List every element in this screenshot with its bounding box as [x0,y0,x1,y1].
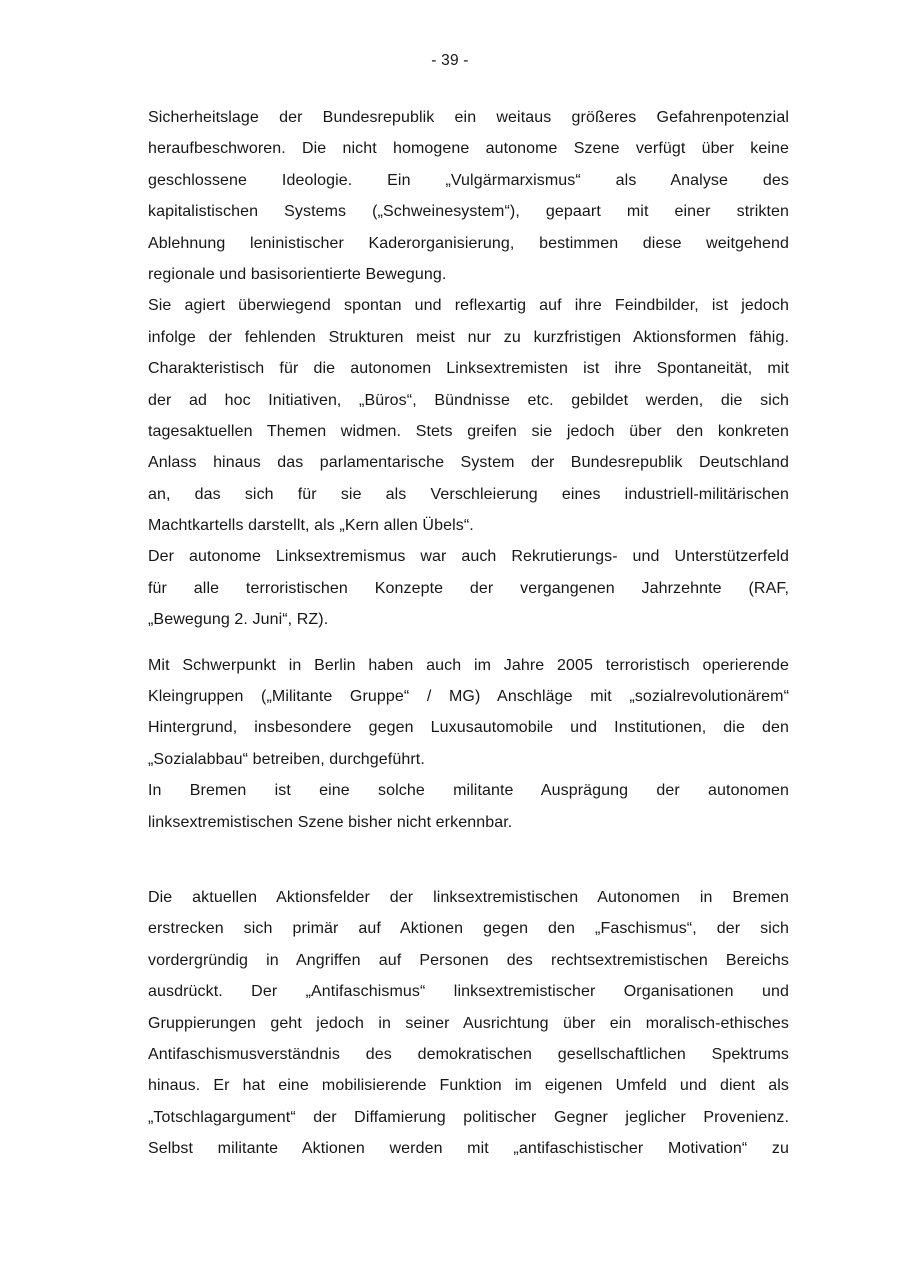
text-line: regionale und basisorientierte Bewegung. [148,265,447,283]
page-body-text [148,102,789,1165]
text-line: für alle terroristischen Konzepte der vergangenen Jahrzehnte (RAF, [148,579,789,597]
text-line: „Sozialabbau“ betreiben, durchgeführt. [148,750,425,768]
text-line: an, das sich für sie als Verschleierung eines industriell-militärischen [148,485,789,503]
page-number: - 39 - [431,52,469,69]
text-line: vordergründig in Angriffen auf Personen des rechtsextremistischen Bereichs [148,951,789,969]
text-line: Der autonome Linksextremismus war auch Rekrutierungs- und Unterstützerfeld [148,548,789,566]
text-line: Antifaschismusverständnis des demokratischen gesellschaftlichen Spektrums [148,1045,789,1063]
text-line: Sicherheitslage der Bundesrepublik ein weitaus größeres Gefahrenpotenzial [148,109,789,126]
text-line: infolge der fehlenden Strukturen meist nur zu kurzfristigen Aktionsformen fähig. [148,328,789,346]
paragraph [148,290,789,541]
text-line: Sie agiert überwiegend spontan und reflexartig auf ihre Feindbilder, ist jedoch [148,297,789,315]
text-line: geschlossene Ideologie. Ein „Vulgärmarxismus“ als Analyse des [148,171,789,189]
text-line: In Bremen ist eine solche militante Ausprägung der autonomen [148,782,789,800]
paragraph [148,882,789,1165]
text-line: Mit Schwerpunkt in Berlin haben auch im Jahre 2005 terroristisch operierende [148,656,789,674]
text-line: erstrecken sich primär auf Aktionen gegen den „Faschismus“, der sich [148,920,789,938]
text-line: Die aktuellen Aktionsfelder der linksextremistischen Autonomen in Bremen [148,888,789,906]
paragraph [148,650,789,776]
text-line: der ad hoc Initiativen, „Büros“, Bündnisse etc. gebildet werden, die sich [148,391,789,409]
text-line: Anlass hinaus das parlamentarische System der Bundesrepublik Deutschland [148,454,789,472]
text-line: Ablehnung leninistischer Kaderorganisierung, bestimmen diese weitgehend [148,234,789,252]
text-line: tagesaktuellen Themen widmen. Stets greifen sie jedoch über den konkreten [148,422,789,440]
text-line: heraufbeschworen. Die nicht homogene autonome Szene verfügt über keine [148,140,789,158]
text-line: ausdrückt. Der „Antifaschismus“ linksextremistischer Organisationen und [148,983,789,1001]
text-line: linksextremistischen Szene bisher nicht erkennbar. [148,813,513,831]
text-line: Hintergrund, insbesondere gegen Luxusautomobile und Institutionen, die den [148,719,789,737]
text-line: Kleingruppen („Militante Gruppe“ / MG) Anschläge mit „sozialrevolutionärem“ [148,688,789,706]
text-line: hinaus. Er hat eine mobilisierende Funktion im eigenen Umfeld und dient als [148,1077,789,1095]
text-line: Charakteristisch für die autonomen Linksextremisten ist ihre Spontaneität, mit [148,360,789,378]
paragraph [148,775,789,838]
text-line: Selbst militante Aktionen werden mit „antifaschistischer Motivation“ zu [148,1140,789,1158]
paragraph [148,102,789,290]
text-line: Gruppierungen geht jedoch in seiner Ausrichtung über ein moralisch-ethisches [148,1014,789,1032]
text-line: „Bewegung 2. Juni“, RZ). [148,611,329,629]
text-line: Machtkartells darstellt, als „Kern allen Übels“. [148,517,474,535]
paragraph [148,541,789,635]
text-line: „Totschlagargument“ der Diffamierung politischer Gegner jeglicher Provenienz. [148,1108,789,1126]
text-line: kapitalistischen Systems („Schweinesystem“), gepaart mit einer strikten [148,203,789,221]
